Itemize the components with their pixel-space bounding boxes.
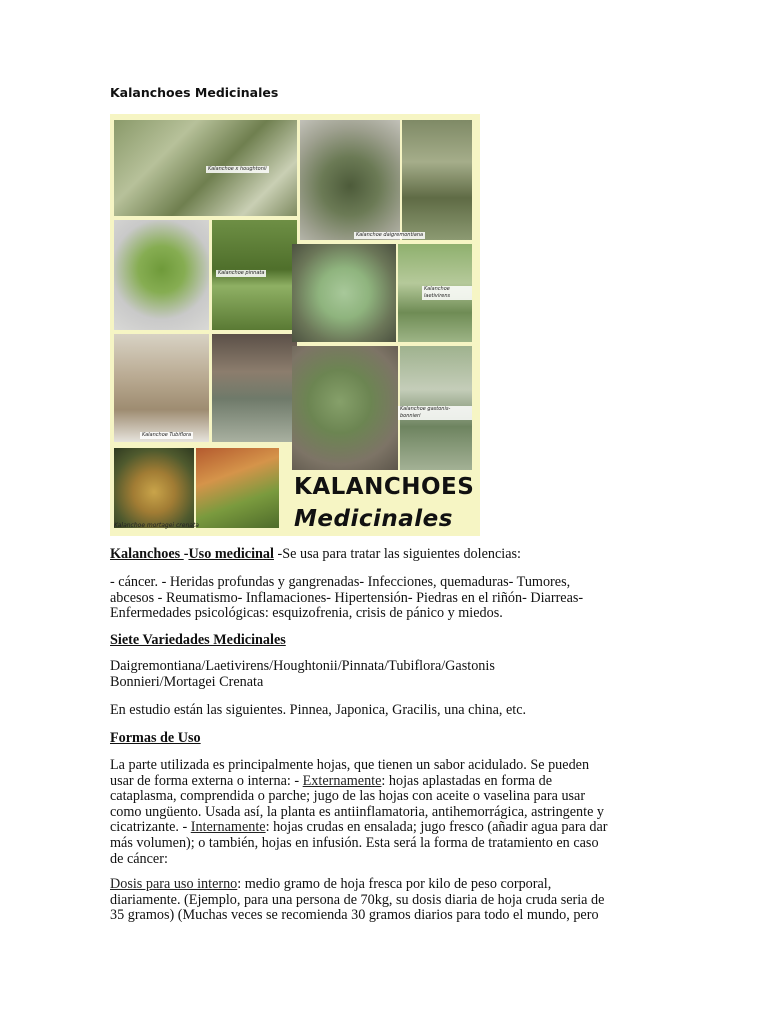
photo-houghtonii [114,120,297,216]
heading-uso-medicinal: Uso medicinal [188,546,274,562]
dosis-text: : medio gramo de hoja fresca por kilo de peso corporal, [237,876,552,892]
photo-daigremontiana-leaf [356,120,472,240]
dosis-paragraph [110,877,670,924]
caption-daigremontiana: Kalanchoe daigremontiana [356,232,424,238]
uses-line [110,774,670,790]
photo-gastonis [292,346,398,470]
ailments-line: - cáncer. - Heridas profundas y gangrenadas- Infecciones, quemaduras- Tumores, [110,574,571,590]
dosis-line: 35 gramos) (Muchas veces se recomienda 30 gramos diarios para todo el mundo, pero [110,907,599,924]
uses-text: : hojas crudas en ensalada; jugo fresco (añadir agua para dar [265,819,608,836]
ailments-line: abcesos - Reumatismo- Inflamaciones- Hipertensión- Piedras en el riñón- Diarreas- [110,589,584,606]
uses-line: más volumen); o también, hojas en infusión. Esta será la forma de tratamiento en caso [110,834,599,851]
photo-tubiflora [114,334,209,442]
uses-text: : hojas aplastadas en forma de [381,772,553,789]
uses-line: cataplasma, comprendida o parche; jugo de las hojas con aceite o vaselina para usar [110,788,586,805]
photo-laetivirens-detail [398,244,472,342]
uses-line: La parte utilizada es principalmente hojas, que tienen un sabor acidulado. Se pueden [110,757,590,773]
uses-heading: Formas de Uso [110,730,201,746]
uso-medicinal-heading [110,547,670,563]
photo-mortagei-flowers [196,448,279,528]
caption-gastonis: Kalanchoe gastonis-bonnieri [398,406,472,420]
varieties-list [110,659,670,690]
caption-laetivirens: Kalanchoe laetivirens [422,286,472,300]
photo-gastonis-detail [400,346,472,470]
photo-tubiflora-detail [212,334,297,442]
varieties-heading: Siete Variedades Medicinales [110,632,286,648]
uses-paragraph [110,758,670,867]
heading-dash: - [183,546,189,562]
uses-line: de cáncer: [110,850,168,867]
collage-banner-title: KALANCHOES [294,474,475,500]
uses-text: usar de forma externa o interna: - [110,772,303,789]
uses-line: como ungüento. Usada así, la planta es antiinflamatoria, antihemorrágica, astringente y [110,803,605,820]
photo-daigremontiana [300,120,400,240]
externamente-link[interactable]: Externamente [302,772,382,789]
dosis-line: diariamente. (Ejemplo, para una persona de 70kg, su dosis diaria de hoja cruda seria de [110,891,605,908]
caption-mortagei: Kalanchoe mortagei crenata [114,522,199,529]
study-paragraph: En estudio están las siguientes. Pinnea, Japonica, Gracilis, una china, etc. [110,702,527,718]
ailments-paragraph [110,575,670,622]
dosis-link[interactable]: Dosis para uso interno [110,876,238,892]
photo-laetivirens [292,244,396,342]
varieties-line: Daigremontiana/Laetivirens/Houghtonii/Pinnata/Tubiflora/Gastonis [110,658,495,674]
kalanchoe-collage-image [110,114,480,536]
page-title: Kalanchoes Medicinales [110,85,279,100]
caption-houghtonii: Kalanchoe x houghtonii [208,166,267,172]
caption-pinnata: Kalanchoe pinnata [218,270,265,276]
heading-rest: -Se usa para tratar las siguientes dolencias: [273,546,521,562]
collage-banner-subtitle: Medicinales [294,506,453,532]
caption-tubiflora: Kalanchoe Tubiflora [142,432,192,438]
photo-pinnata-right [212,220,297,330]
photo-pinnata-left [114,220,209,330]
photo-mortagei [114,448,194,528]
heading-kalanchoes: Kalanchoes [110,546,184,562]
internamente-link[interactable]: Internamente [190,819,266,836]
ailments-line: Enfermedades psicológicas: esquizofrenia, crisis de pánico y miedos. [110,605,503,622]
dosis-line [110,877,670,893]
uses-line [110,820,670,836]
varieties-line: Bonnieri/Mortagei Crenata [110,673,264,690]
uses-text: cicatrizante. - [110,819,191,836]
